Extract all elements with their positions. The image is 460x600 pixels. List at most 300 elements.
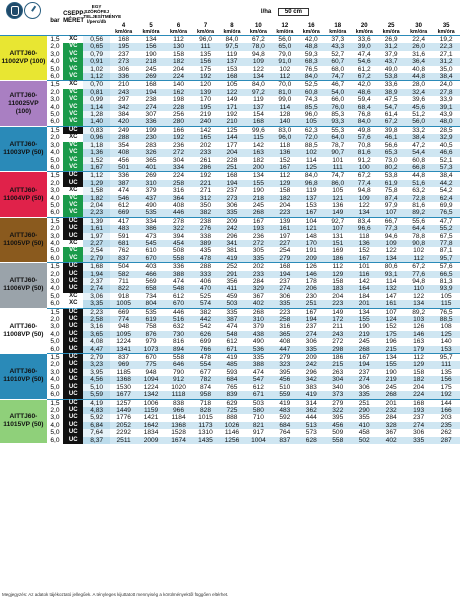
rate-cell: 122: [219, 89, 245, 96]
rate-cell: 456: [118, 156, 130, 164]
rate-cell: 395: [332, 414, 344, 422]
rate-cell: 1005: [110, 300, 137, 308]
rate-cell: 765: [226, 383, 238, 391]
droplet-class-badge: UC: [63, 126, 83, 134]
flow-cell: 1,14: [83, 104, 109, 111]
rate-cell: 262: [440, 429, 452, 437]
rate-cell: 335: [219, 209, 245, 217]
rate-cell: 48,8: [298, 43, 324, 50]
droplet-class-badge: UC: [63, 316, 83, 323]
rate-cell: 27,1: [439, 50, 453, 58]
rate-cell: 61,9: [377, 180, 404, 187]
rate-cell: 1310: [198, 429, 213, 437]
rate-cell: 33,9: [439, 96, 453, 104]
rate-cell: 268: [245, 209, 271, 217]
rate-cell: 334: [137, 217, 164, 225]
speed-header-35: [432, 24, 460, 36]
rate-cell: 121: [325, 195, 351, 202]
rate-cell: 446: [165, 209, 192, 217]
rate-cell: 362: [298, 407, 324, 414]
rate-cell: 209: [219, 217, 245, 225]
rate-cell: 158: [173, 50, 185, 58]
rate-cell: 243: [110, 89, 137, 96]
rate-cell: 283: [145, 141, 157, 149]
rate-cell: 411: [219, 285, 245, 292]
droplet-class-badge: XC: [63, 240, 83, 247]
rate-cell: 402: [377, 437, 404, 444]
rate-cell: 140: [440, 338, 452, 346]
droplet-class-badge: UC: [63, 271, 83, 278]
rate-cell: 115: [245, 134, 271, 141]
rate-cell: 310: [245, 316, 271, 323]
rate-cell: 444: [305, 414, 317, 422]
rate-cell: 96,6: [351, 225, 377, 232]
rate-cell: 1834: [143, 429, 159, 437]
rate-cell: 206: [298, 285, 324, 292]
rate-cell: 559: [272, 391, 298, 399]
flow-cell: 7,64: [83, 429, 109, 436]
speed-header-25: [377, 24, 404, 36]
flow-cell: 8,37: [83, 437, 109, 444]
droplet-class-badge: VC: [63, 247, 83, 254]
rate-cell: 85,3: [331, 111, 345, 119]
rate-cell: 958: [192, 391, 218, 399]
rate-cell: 186: [325, 354, 351, 362]
rate-cell: 63,2: [412, 187, 426, 195]
rate-cell: 75,8: [384, 187, 398, 195]
speed-value: 7: [203, 23, 208, 29]
table-row: [0, 293, 460, 300]
rate-cell: 69,9: [439, 201, 453, 209]
rate-cell: 89,2: [405, 209, 432, 217]
rate-cell: 74,7: [325, 73, 351, 81]
rate-cell: 44,8: [405, 73, 432, 81]
rate-cell: 203: [440, 414, 452, 422]
rate-cell: 417: [110, 217, 137, 225]
rate-cell: 85,5: [298, 104, 324, 111]
speed-header-8: [219, 24, 245, 36]
flow-cell: 0,56: [83, 36, 109, 44]
table-row: [0, 247, 460, 254]
rate-cell: 96,0: [304, 111, 318, 119]
rate-cell: 114: [306, 156, 317, 164]
rate-cell: 33,2: [405, 126, 432, 134]
rate-cell: 503: [219, 300, 245, 308]
rate-cell: 46,7: [325, 81, 351, 89]
rate-cell: 152: [385, 323, 397, 331]
rate-cell: 268: [377, 391, 404, 399]
rate-cell: 142: [192, 126, 218, 134]
rate-cell: 670: [137, 354, 164, 362]
rate-cell: 27,8: [432, 89, 460, 96]
rate-cell: 47,5: [384, 96, 398, 104]
speed-header-30: [405, 24, 432, 36]
rate-cell: 558: [325, 437, 351, 444]
pressure-cell: 3,0: [50, 96, 60, 104]
flow-cell: 5,92: [83, 414, 109, 421]
rate-cell: 336: [110, 73, 137, 81]
table-row: [0, 111, 460, 118]
droplet-class-badge: UC: [63, 414, 83, 421]
rate-cell: 64,0: [325, 134, 351, 141]
rate-cell: 280: [165, 118, 192, 126]
flow-cell: 1,18: [83, 142, 109, 149]
speed-unit: km/óra: [249, 28, 267, 35]
table-row: [0, 51, 460, 58]
rate-cell: 338: [199, 232, 211, 240]
flow-cell: 2,58: [83, 316, 109, 323]
rate-cell: 236: [252, 232, 264, 240]
rate-cell: 237: [305, 323, 317, 331]
rate-cell: 89,2: [405, 308, 432, 316]
flow-cell: 1,12: [83, 73, 109, 81]
rate-cell: 193: [245, 225, 271, 232]
rate-cell: 77,6: [405, 271, 432, 278]
rate-cell: 115: [432, 300, 460, 308]
pressure-cell: 5,0: [50, 65, 60, 73]
rate-cell: 52,5: [298, 81, 324, 89]
flow-cell: 2,27: [83, 240, 109, 247]
rate-cell: 233: [192, 149, 218, 156]
rate-cell: 249: [110, 126, 137, 134]
rate-cell: 646: [165, 361, 192, 368]
rate-cell: 44,2: [432, 180, 460, 187]
flow-cell: 3,23: [83, 361, 109, 368]
flow-cell: 2,23: [83, 209, 109, 217]
rate-cell: 65,3: [377, 149, 404, 156]
rate-cell: 46,1: [377, 134, 404, 141]
rate-cell: 120: [192, 81, 218, 89]
rate-cell: 47,4: [357, 50, 371, 58]
rate-cell: 162: [165, 89, 192, 96]
rate-cell: 33,6: [351, 36, 377, 44]
droplet-class-badge: UC: [63, 172, 83, 180]
rate-cell: 912: [165, 376, 192, 383]
pressure-cell: 1,5: [47, 36, 63, 44]
rate-cell: 118: [279, 141, 291, 149]
rate-cell: 155: [377, 361, 404, 368]
rate-cell: 167: [272, 164, 298, 172]
rate-cell: 129: [405, 361, 432, 368]
rate-cell: 1530: [116, 383, 131, 391]
rate-cell: 134: [137, 36, 164, 44]
rate-cell: 287: [432, 437, 460, 444]
table-row: [0, 233, 460, 240]
flow-cell: 0,81: [83, 89, 109, 96]
rate-cell: 1421: [143, 414, 159, 422]
rate-cell: 158: [413, 368, 425, 376]
table-row: [0, 172, 460, 180]
rate-cell: 335: [351, 391, 377, 399]
flow-header: EGY SZÓRÓFEJ TELJESÍTMÉNYE l/perc/db: [83, 4, 122, 24]
nozzle-model-label: AITTJ60-110025VP (100): [0, 81, 47, 126]
rate-cell: 197: [279, 232, 291, 240]
rate-cell: 288: [110, 134, 137, 141]
rate-cell: 103: [405, 316, 432, 323]
size-header: CSEPP-MÉRET: [63, 11, 86, 24]
rate-cell: 276: [192, 225, 218, 232]
pressure-cell: 1,5: [47, 308, 63, 316]
rate-cell: 66,0: [331, 96, 345, 104]
rate-cell: 775: [137, 361, 164, 368]
rate-cell: 1173: [192, 422, 218, 429]
rate-cell: 218: [137, 58, 164, 65]
flow-cell: 2,54: [83, 247, 109, 254]
rate-cell: 35,0: [439, 65, 453, 73]
rate-cell: 61,2: [357, 65, 371, 73]
rate-cell: 62,4: [432, 195, 460, 202]
rate-cell: 165: [192, 134, 218, 141]
rate-cell: 129: [272, 180, 298, 187]
rate-cell: 67,2: [351, 172, 377, 180]
droplet-class-badge: VC: [63, 202, 83, 209]
table-row: [0, 263, 460, 271]
flow-cell: 2,79: [83, 354, 109, 362]
rate-cell: 175: [377, 331, 404, 338]
rate-cell: 1015: [198, 414, 213, 422]
rate-cell: 54,7: [377, 104, 404, 111]
nozzle-model-label: AITTJ60-11003VP (50): [0, 126, 47, 171]
footer-note: Megjegyzés: Az adatok tájékoztató jellegűek. A tényleges kijuttatott mennyiség a körülményektől függően eltérhet.: [2, 592, 229, 597]
table-row: [0, 384, 460, 391]
rate-cell: 135: [199, 50, 211, 58]
rate-cell: 230: [305, 292, 317, 300]
rate-cell: 81,6: [412, 201, 426, 209]
table-row: [0, 187, 460, 194]
rate-cell: 84,0: [245, 81, 271, 89]
rate-cell: 1257: [110, 399, 137, 407]
rate-cell: 1368: [165, 422, 192, 429]
rate-cell: 81,6: [351, 149, 377, 156]
rate-cell: 22,4: [405, 36, 432, 44]
rate-cell: 53,8: [377, 172, 404, 180]
rate-cell: 139: [272, 217, 298, 225]
flow-cell: 1,12: [83, 172, 109, 180]
rate-cell: 297: [118, 96, 130, 104]
rate-cell: 49,0: [384, 65, 398, 73]
droplet-class-badge: VC: [63, 66, 83, 73]
rate-cell: 153: [226, 65, 238, 73]
rate-cell: 51,2: [412, 111, 426, 119]
rate-cell: 134: [245, 172, 271, 180]
rate-cell: 128: [279, 111, 291, 119]
speed-unit: km/óra: [196, 28, 214, 35]
rate-cell: 671: [219, 346, 245, 354]
pressure-cell: 4,0: [50, 421, 60, 429]
pressure-cell: 4,0: [50, 194, 60, 202]
pressure-cell: 2,0: [50, 134, 60, 142]
rate-cell: 612: [252, 383, 264, 391]
rate-cell: 125: [219, 126, 245, 134]
rate-cell: 2009: [137, 437, 164, 444]
table-row: [0, 369, 460, 376]
droplet-class-badge: VC: [63, 51, 83, 58]
speed-unit: km/óra: [115, 28, 133, 35]
rate-cell: 1642: [137, 422, 164, 429]
rate-cell: 245: [358, 338, 370, 346]
rate-cell: 140: [272, 118, 298, 126]
flow-cell: 3,35: [83, 300, 109, 308]
rate-cell: 408: [110, 149, 137, 156]
rate-cell: 43,9: [439, 111, 453, 119]
flow-cell: 0,96: [83, 134, 109, 141]
rate-cell: 195: [110, 43, 137, 50]
nozzle-model-label: AITTJ60-11008VP (50): [0, 308, 47, 353]
pressure-cell: 3,0: [50, 323, 60, 331]
rate-cell: 516: [165, 316, 192, 323]
rate-cell: 548: [165, 285, 192, 292]
rate-cell: 76,5: [304, 65, 318, 73]
speed-header-4: [110, 24, 137, 36]
speed-value: 8: [230, 23, 234, 29]
rate-cell: 204: [413, 383, 425, 391]
rate-cell: 341: [219, 240, 245, 247]
table-row: [0, 399, 460, 407]
rate-cell: 152: [279, 156, 291, 164]
rate-cell: 38,9: [377, 89, 404, 96]
speed-unit: km/óra: [382, 28, 400, 35]
rate-cell: 67,2: [351, 73, 377, 81]
table-row: [0, 96, 460, 103]
rate-cell: 1004: [245, 437, 271, 444]
rate-cell: 204: [219, 149, 245, 156]
rate-cell: 382: [192, 209, 218, 217]
rate-cell: 284: [385, 414, 397, 422]
rate-cell: 354: [118, 141, 130, 149]
rate-cell: 81,3: [439, 278, 453, 285]
rate-cell: 93,3: [325, 118, 351, 126]
droplet-class-badge: UC: [63, 369, 83, 376]
table-row: [0, 407, 460, 414]
rate-cell: 112: [165, 36, 192, 44]
flow-cell: 1,68: [83, 263, 109, 271]
lh-unit-label: l/ha: [260, 8, 272, 15]
speed-unit: km/óra: [302, 28, 320, 35]
rate-cell: 163: [245, 149, 271, 156]
table-row: [0, 240, 460, 247]
pressure-cell: 6,0: [50, 254, 60, 262]
rate-cell: 894: [165, 346, 192, 354]
rate-cell: 478: [192, 255, 218, 263]
rate-cell: 373: [325, 391, 351, 399]
rate-cell: 136: [332, 201, 344, 209]
rate-cell: 535: [137, 209, 164, 217]
rate-cell: 271: [199, 187, 211, 195]
rate-cell: 284: [252, 278, 264, 285]
rate-cell: 629: [219, 399, 245, 407]
rate-cell: 149: [325, 308, 351, 316]
rate-cell: 1776: [116, 414, 131, 422]
droplet-class-badge: UC: [63, 346, 83, 354]
rate-cell: 204: [332, 292, 344, 300]
rate-cell: 39,1: [432, 104, 460, 111]
rate-cell: 304: [325, 376, 351, 383]
rate-cell: 774: [110, 316, 137, 323]
rate-cell: 52,1: [439, 156, 453, 164]
rate-cell: 192: [432, 391, 460, 399]
nozzle-model-label: AITTJ60-11015VP (50): [0, 399, 47, 444]
speed-header-12: [272, 24, 298, 36]
table-row: [0, 126, 460, 134]
rate-cell: 47,2: [412, 141, 426, 149]
rate-cell: 194: [351, 361, 377, 368]
pressure-cell: 6,0: [50, 118, 60, 126]
rate-cell: 711: [118, 278, 129, 285]
pressure-cell: 4,0: [50, 330, 60, 338]
rate-cell: 219: [377, 376, 404, 383]
rate-cell: 233: [245, 271, 271, 278]
rate-cell: 209: [298, 255, 324, 263]
speed-value: 4: [121, 23, 126, 29]
rate-cell: 84,0: [351, 118, 377, 126]
rate-cell: 379: [145, 187, 157, 195]
rate-cell: 134: [351, 308, 377, 316]
rate-cell: 164: [351, 285, 377, 292]
rate-cell: 134: [351, 209, 377, 217]
rate-cell: 335: [272, 300, 298, 308]
rate-cell: 39,6: [412, 96, 426, 104]
speed-unit: km/óra: [223, 28, 241, 35]
rate-cell: 306: [279, 292, 291, 300]
rate-cell: 28,0: [405, 81, 432, 89]
rate-cell: 167: [245, 217, 271, 225]
rate-cell: 547: [245, 376, 271, 383]
rate-cell: 144: [432, 399, 460, 407]
rate-cell: 242: [219, 225, 245, 232]
rate-cell: 66,5: [432, 271, 460, 278]
rate-cell: 458: [358, 429, 370, 437]
rate-cell: 305: [252, 247, 264, 255]
rate-cell: 242: [298, 361, 324, 368]
rate-cell: 111: [192, 43, 218, 50]
rate-cell: 364: [165, 195, 192, 202]
droplet-class-badge: UC: [63, 376, 83, 383]
table-row: [0, 437, 460, 444]
rate-cell: 112: [272, 172, 298, 180]
rate-cell: 136: [351, 240, 377, 247]
pressure-cell: 5,0: [50, 338, 60, 346]
table-row: [0, 308, 460, 316]
rate-cell: 163: [413, 338, 425, 346]
rate-cell: 306: [305, 338, 317, 346]
flow-cell: 1,52: [83, 157, 109, 164]
pressure-cell: 5,0: [50, 247, 60, 255]
rate-cell: 828: [192, 407, 218, 414]
rate-cell: 83,0: [272, 126, 298, 134]
rate-cell: 43,7: [377, 58, 404, 65]
flow-cell: 4,83: [83, 407, 109, 414]
table-row: [0, 58, 460, 65]
rate-cell: 612: [118, 201, 130, 209]
droplet-class-badge: VC: [63, 118, 83, 126]
pressure-cell: 6,0: [50, 163, 60, 171]
flow-cell: 0,70: [83, 81, 109, 89]
rate-cell: 192: [192, 73, 218, 81]
rate-cell: 168: [110, 36, 137, 44]
rate-cell: 804: [137, 300, 164, 308]
rate-cell: 592: [279, 414, 291, 422]
rate-cell: 57,6: [432, 263, 460, 271]
rate-cell: 591: [118, 232, 130, 240]
rate-cell: 74,3: [304, 96, 318, 104]
rate-cell: 367: [252, 292, 264, 300]
droplet-class-badge: VC: [63, 73, 83, 81]
rate-cell: 101: [332, 156, 344, 164]
rate-cell: 88,5: [432, 316, 460, 323]
rate-cell: 96,0: [192, 36, 218, 44]
rate-cell: 186: [325, 255, 351, 263]
table-row: [0, 331, 460, 338]
